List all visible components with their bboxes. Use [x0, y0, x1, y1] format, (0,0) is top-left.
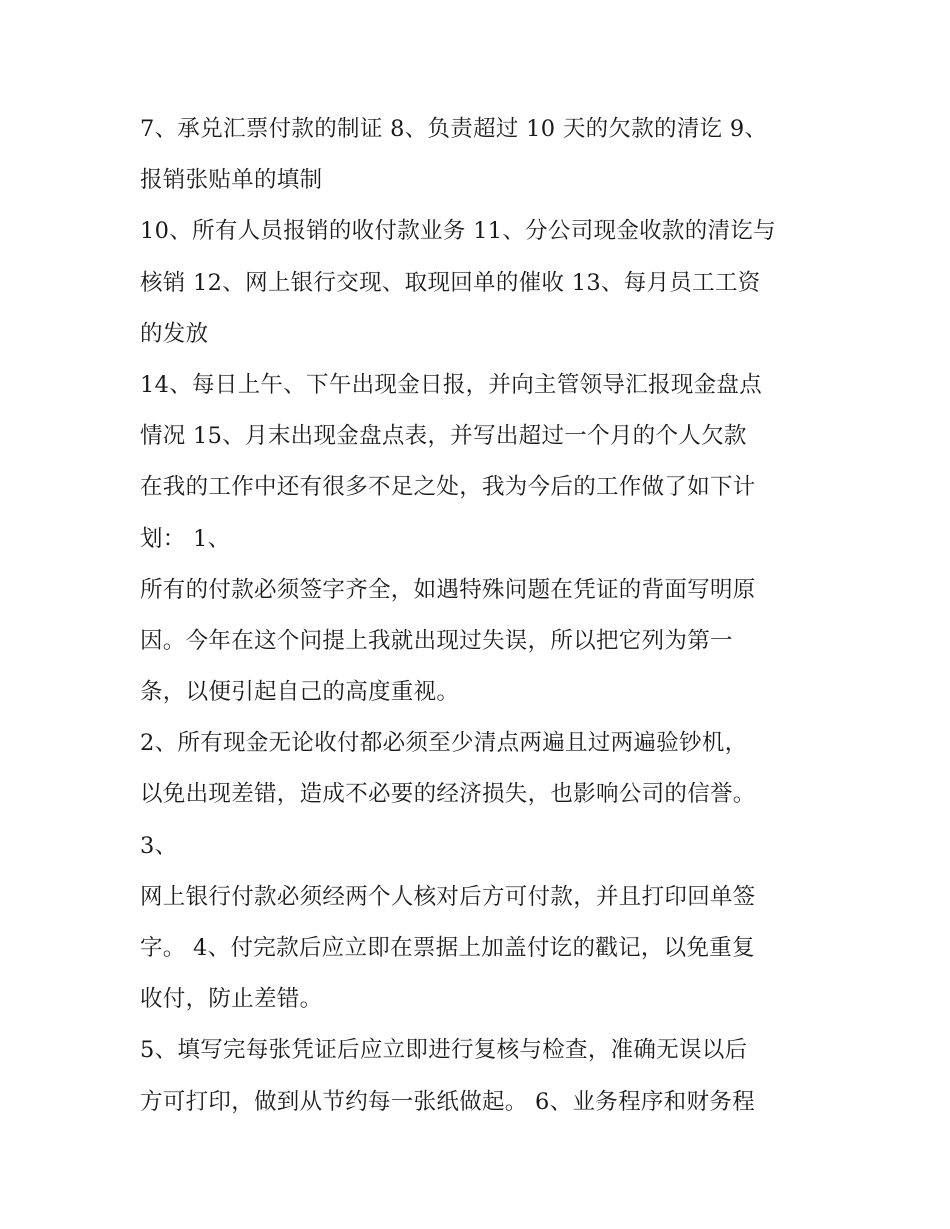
text-line: 以免出现差错，造成不必要的经济损失，也影响公司的信誉。	[140, 781, 756, 808]
text-line: 收付，防止差错。	[140, 986, 323, 1013]
text-line: 3、	[140, 832, 178, 859]
text-line: 所有的付款必须签字齐全，如遇特殊问题在凭证的背面写明原	[140, 576, 756, 603]
text-line: 核销 12、网上银行交现、取现回单的催收 13、每月员工工资	[140, 269, 761, 296]
text-line: 5、填写完每张凭证后应立即进行复核与检查，准确无误以后	[140, 1037, 748, 1064]
text-line: 方可打印，做到从节约每一张纸做起。 6、业务程序和财务程	[140, 1088, 755, 1115]
text-line: 因。今年在这个问提上我就出现过失误，所以把它列为第一	[140, 627, 733, 654]
text-line: 2、所有现金无论收付都必须至少清点两遍且过两遍验钞机，	[140, 730, 748, 757]
document-body	[140, 104, 830, 1128]
text-line: 的发放	[140, 320, 209, 347]
text-line: 7、承兑汇票付款的制证 8、负责超过 10 天的欠款的清讫 9、	[140, 116, 768, 142]
text-line: 字。 4、付完款后应立即在票据上加盖付讫的戳记，以免重复	[140, 935, 755, 961]
text-line: 报销张贴单的填制	[140, 167, 323, 194]
text-line: 划： 1、	[140, 525, 231, 552]
text-line: 条，以便引起自己的高度重视。	[140, 679, 460, 706]
text-line: 情况 15、月末出现金盘点表，并写出超过一个月的个人欠款	[140, 423, 747, 450]
text-line: 网上银行付款必须经两个人核对后方可付款，并且打印回单签	[140, 883, 756, 910]
text-line: 在我的工作中还有很多不足之处，我为今后的工作做了如下计	[140, 474, 756, 501]
text-line: 10、所有人员报销的收付款业务 11、分公司现金收款的清讫与	[140, 218, 776, 245]
text-line: 14、每日上午、下午出现金日报，并向主管领导汇报现金盘点	[140, 371, 763, 398]
